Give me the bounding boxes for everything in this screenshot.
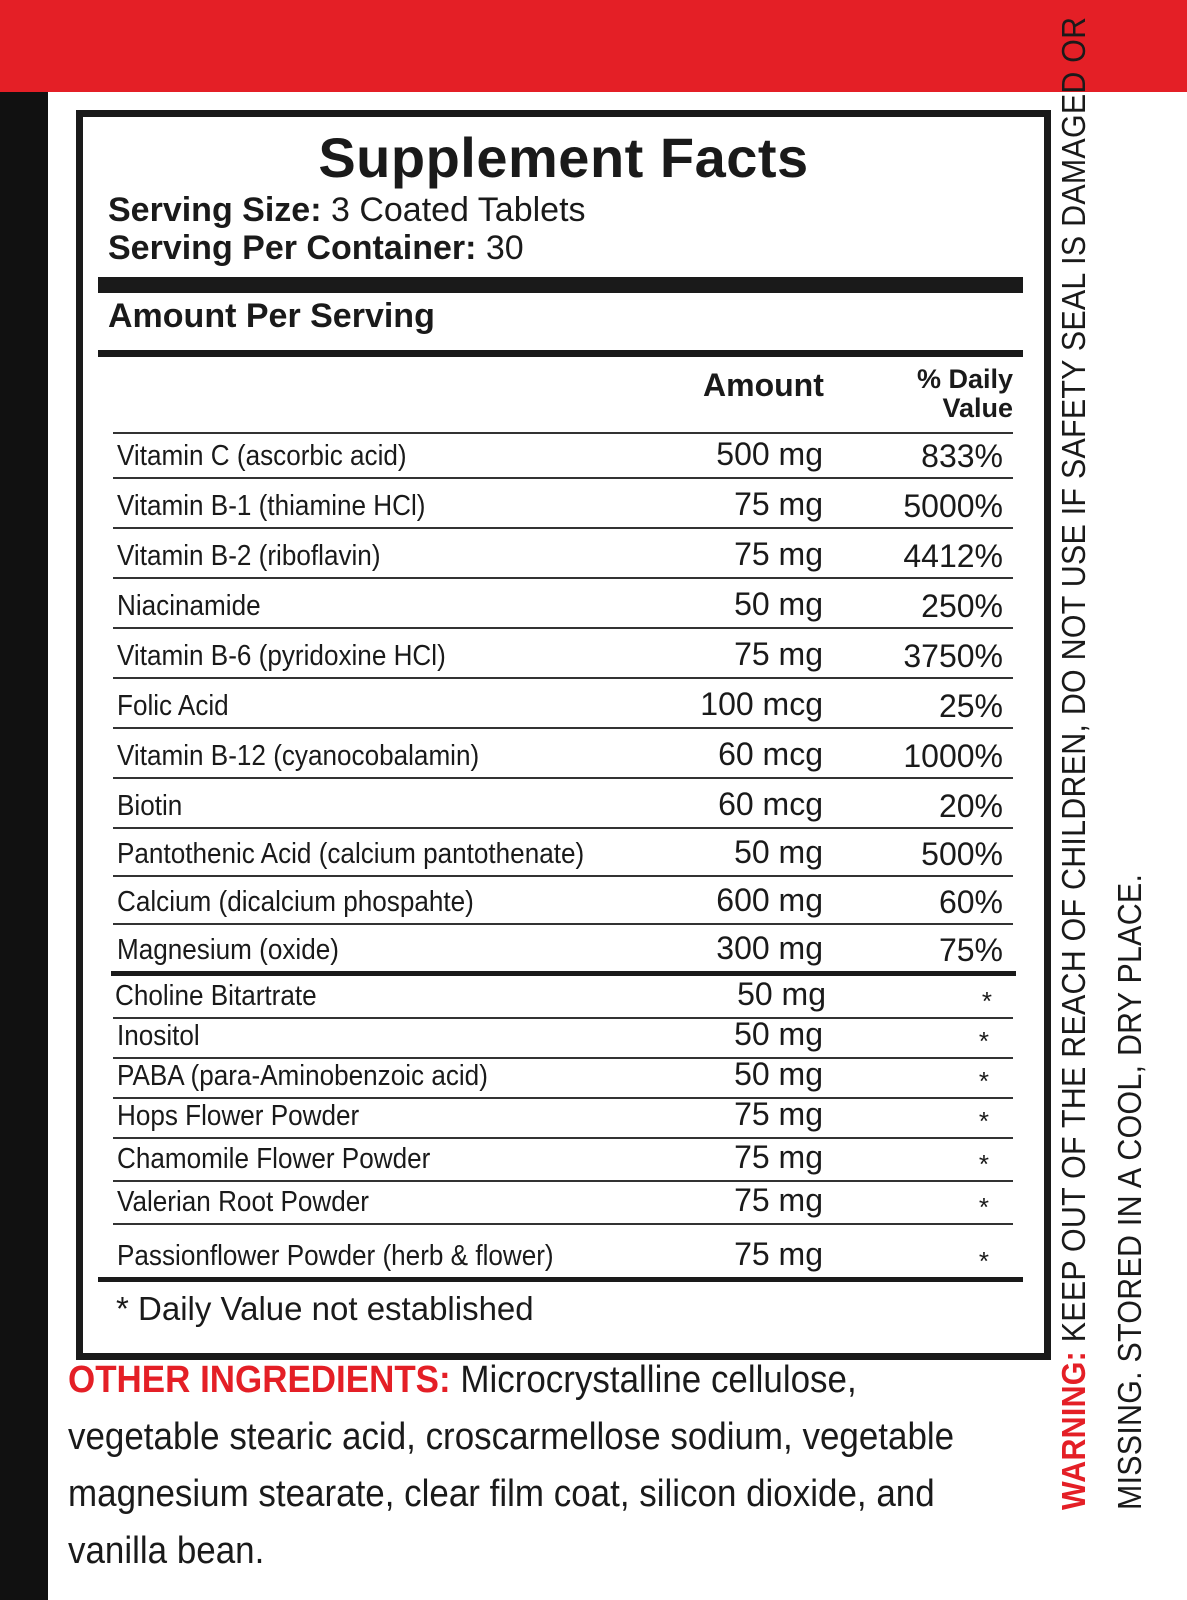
- nutrient-name: Vitamin B-2 (riboflavin): [117, 540, 381, 572]
- nutrient-amount: 75 mg: [734, 1182, 823, 1218]
- dv-header-line2: Value: [942, 393, 1013, 423]
- table-row: [113, 1223, 1013, 1277]
- nutrient-amount: 75 mg: [734, 536, 823, 572]
- table-row: [113, 527, 1013, 577]
- table-row: [113, 1137, 1013, 1180]
- nutrient-daily-value: *: [981, 986, 992, 1016]
- warning-line-2: MISSING. STORED IN A COOL, DRY PLACE.: [1111, 873, 1148, 1510]
- nutrient-name: Vitamin B-12 (cyanocobalamin): [117, 740, 480, 772]
- nutrient-daily-value: 20%: [938, 788, 1003, 824]
- nutrient-daily-value: 500%: [921, 836, 1003, 872]
- nutrient-amount: 75 mg: [734, 1236, 823, 1272]
- nutrient-amount: 75 mg: [734, 1139, 823, 1175]
- nutrient-amount: 500 mg: [716, 436, 823, 472]
- nutrient-name: Magnesium (oxide): [117, 934, 339, 966]
- nutrient-daily-value: 3750%: [903, 638, 1003, 674]
- nutrient-daily-value: *: [978, 1246, 989, 1276]
- table-row: [113, 827, 1013, 875]
- nutrient-name: Inositol: [117, 1020, 200, 1052]
- nutrient-name: Choline Bitartrate: [115, 980, 317, 1012]
- nutrient-daily-value: 75%: [938, 932, 1003, 968]
- facts-title: Supplement Facts: [318, 126, 809, 189]
- nutrient-daily-value: *: [978, 1106, 989, 1136]
- serving-size-value: 3 Coated Tablets: [330, 191, 586, 229]
- supplement-facts-panel: [76, 110, 1051, 1360]
- nutrient-daily-value: 5000%: [903, 488, 1003, 524]
- table-row: [111, 971, 1016, 1017]
- warning-label: WARNING:: [1055, 1350, 1092, 1510]
- nutrient-daily-value: 833%: [921, 438, 1003, 474]
- column-header-amount: Amount: [703, 367, 824, 403]
- nutrient-name: Pantothenic Acid (calcium pantothenate): [117, 838, 585, 870]
- bottom-divider: [98, 1277, 1023, 1282]
- nutrient-table: [83, 117, 1044, 1353]
- table-row: [113, 1057, 1013, 1097]
- warning-text-1: KEEP OUT OF THE REACH OF CHILDREN, DO NOT USE IF SAFETY SEAL IS DAMAGED OR: [1055, 16, 1092, 1343]
- table-row: [113, 577, 1013, 627]
- nutrient-amount: 75 mg: [734, 486, 823, 522]
- nutrient-daily-value: *: [978, 1066, 989, 1096]
- nutrient-daily-value: 25%: [938, 688, 1003, 724]
- table-row: [113, 777, 1013, 827]
- nutrient-daily-value: *: [978, 1026, 989, 1056]
- nutrient-amount: 50 mg: [734, 1016, 823, 1052]
- footnote: * Daily Value not established: [116, 1290, 534, 1327]
- table-row: [113, 1017, 1013, 1057]
- servings-label: Serving Per Container:: [108, 229, 477, 267]
- nutrient-name: PABA (para-Aminobenzoic acid): [117, 1060, 488, 1092]
- nutrient-amount: 75 mg: [734, 636, 823, 672]
- nutrient-name: Calcium (dicalcium phospahte): [117, 886, 474, 918]
- nutrient-amount: 50 mg: [734, 586, 823, 622]
- nutrient-name: Vitamin C (ascorbic acid): [117, 440, 407, 472]
- table-row: [113, 727, 1013, 777]
- nutrient-name: Vitamin B-1 (thiamine HCl): [117, 490, 426, 522]
- nutrient-amount: 60 mcg: [718, 736, 823, 772]
- nutrient-amount: 75 mg: [734, 1096, 823, 1132]
- nutrient-amount: 50 mg: [734, 1056, 823, 1092]
- table-row: [113, 627, 1013, 677]
- table-row: [113, 923, 1013, 971]
- nutrient-daily-value: 4412%: [903, 538, 1003, 574]
- nutrient-daily-value: *: [978, 1149, 989, 1179]
- table-row: [113, 677, 1013, 727]
- nutrient-amount: 600 mg: [716, 882, 823, 918]
- nutrient-amount: 100 mcg: [700, 686, 823, 722]
- nutrient-daily-value: 1000%: [903, 738, 1003, 774]
- nutrient-name: Hops Flower Powder: [117, 1100, 360, 1132]
- nutrient-name: Vitamin B-6 (pyridoxine HCl): [117, 640, 446, 672]
- table-row: [113, 432, 1013, 477]
- other-ingredients-label: OTHER INGREDIENTS:: [68, 1359, 451, 1401]
- nutrient-amount: 50 mg: [737, 976, 826, 1012]
- left-black-band: [0, 92, 48, 1600]
- nutrient-name: Niacinamide: [117, 590, 261, 622]
- nutrient-amount: 60 mcg: [718, 786, 823, 822]
- warning-vertical: [1046, 16, 1156, 1510]
- servings-value: 30: [485, 229, 524, 267]
- nutrient-name: Biotin: [117, 790, 183, 822]
- nutrient-daily-value: *: [978, 1192, 989, 1222]
- nutrient-name: Valerian Root Powder: [117, 1186, 369, 1218]
- dv-header-line1: % Daily: [916, 364, 1013, 394]
- nutrient-amount: 50 mg: [734, 834, 823, 870]
- table-row: [113, 1180, 1013, 1223]
- table-row: [113, 477, 1013, 527]
- nutrient-daily-value: 60%: [938, 884, 1003, 920]
- table-row: [113, 875, 1013, 923]
- other-ingredients-text: Microcrystalline cellulose, vegetable stearic acid, croscarmellose sodium, vegetable magnesium stearate, clear film coat, silicon dioxide, and vanilla bean.: [68, 1359, 955, 1572]
- warning-line-1: [1046, 16, 1102, 1510]
- top-red-band: [0, 0, 1187, 92]
- nutrient-amount: 300 mg: [716, 930, 823, 966]
- nutrient-name: Chamomile Flower Powder: [117, 1143, 431, 1175]
- table-row: [113, 1097, 1013, 1137]
- serving-size-label: Serving Size:: [108, 191, 322, 229]
- other-ingredients: [68, 1352, 979, 1580]
- amount-per-serving: Amount Per Serving: [108, 297, 435, 335]
- nutrient-name: Passionflower Powder (herb & flower): [117, 1240, 554, 1272]
- nutrient-name: Folic Acid: [117, 690, 229, 722]
- nutrient-daily-value: 250%: [921, 588, 1003, 624]
